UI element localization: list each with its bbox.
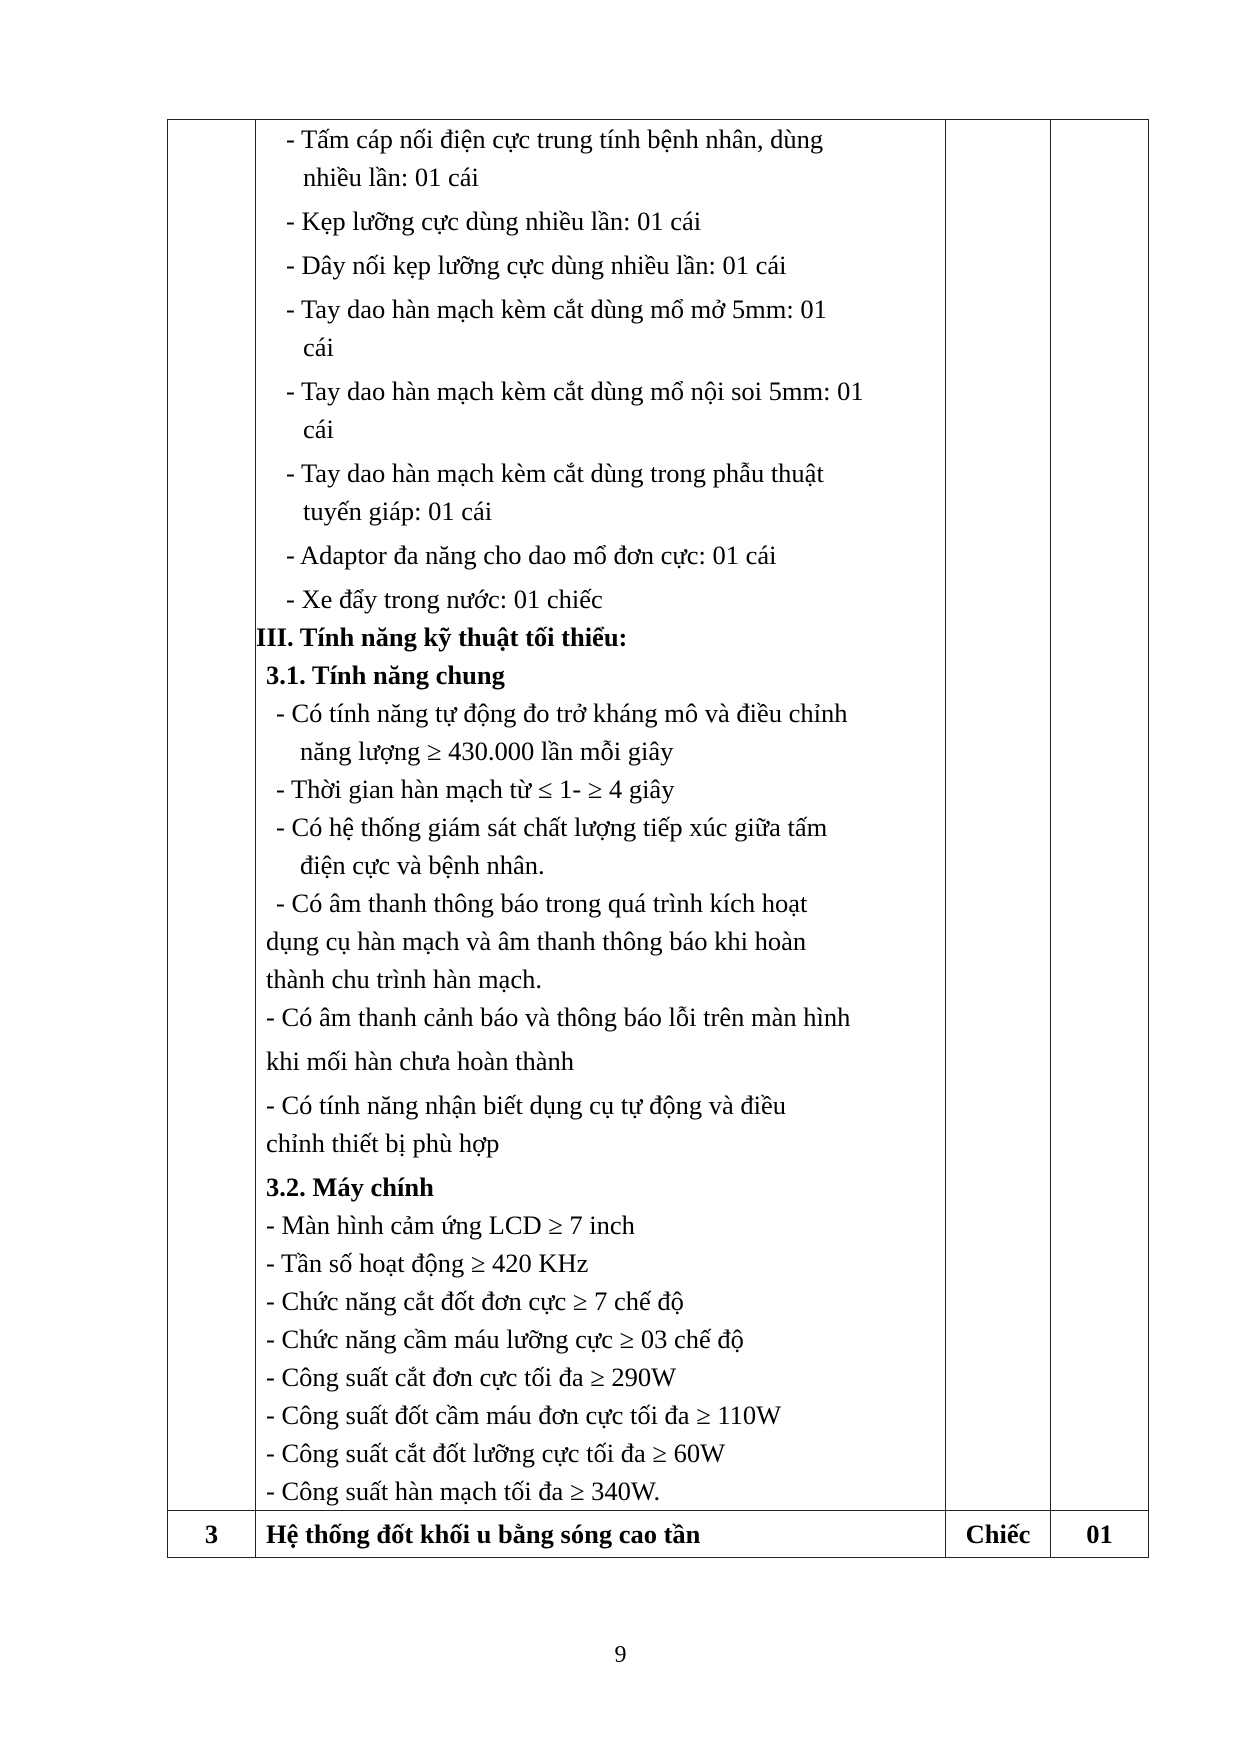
list-item: - Công suất cắt đốt lưỡng cực tối đa ≥ 60W	[266, 1438, 726, 1468]
page-number: 9	[614, 1642, 627, 1668]
main-unit-spec-list	[256, 1206, 945, 1510]
table-row	[168, 1511, 1149, 1558]
list-item: - Có tính năng tự động đo trở kháng mô và điều chỉnh	[276, 698, 848, 728]
subsection-title-general: 3.1. Tính năng chung	[266, 660, 505, 690]
unit-cell	[946, 120, 1051, 1511]
list-item: - Chức năng cắt đốt đơn cực ≥ 7 chế độ	[266, 1286, 684, 1316]
list-item: - Công suất hàn mạch tối đa ≥ 340W.	[266, 1476, 661, 1506]
list-item: - Chức năng cầm máu lưỡng cực ≥ 03 chế độ	[266, 1324, 744, 1354]
list-item: - Dây nối kẹp lưỡng cực dùng nhiều lần: 01 cái	[286, 250, 787, 280]
list-item: nhiều lần: 01 cái	[303, 162, 479, 192]
spec-content-cell	[256, 120, 946, 1511]
table-row	[168, 120, 1149, 1511]
accessory-list	[256, 120, 945, 618]
list-item: - Có âm thanh cảnh báo và thông báo lỗi trên màn hình	[266, 1002, 851, 1032]
list-item: - Công suất cắt đơn cực tối đa ≥ 290W	[266, 1362, 677, 1392]
item-unit: Chiếc	[946, 1511, 1051, 1558]
list-item: dụng cụ hàn mạch và âm thanh thông báo khi hoàn	[266, 926, 807, 956]
list-item: chỉnh thiết bị phù hợp	[266, 1128, 500, 1158]
list-item: - Có âm thanh thông báo trong quá trình kích hoạt	[276, 888, 808, 918]
row-number: 3	[168, 1511, 256, 1558]
list-item: - Tay dao hàn mạch kèm cắt dùng trong phẫu thuật	[286, 458, 824, 488]
quantity-cell	[1051, 120, 1149, 1511]
list-item: - Tay dao hàn mạch kèm cắt dùng mổ nội soi 5mm: 01	[286, 376, 864, 406]
list-item: - Có tính năng nhận biết dụng cụ tự động và điều	[266, 1090, 786, 1120]
list-item: - Màn hình cảm ứng LCD ≥ 7 inch	[266, 1210, 635, 1240]
list-item: tuyến giáp: 01 cái	[303, 496, 493, 526]
list-item: - Có hệ thống giám sát chất lượng tiếp xúc giữa tấm	[276, 812, 828, 842]
item-name: Hệ thống đốt khối u bằng sóng cao tần	[256, 1511, 946, 1558]
list-item: - Tần số hoạt động ≥ 420 KHz	[266, 1248, 589, 1278]
list-item: - Xe đẩy trong nước: 01 chiếc	[286, 584, 603, 614]
list-item: - Tay dao hàn mạch kèm cắt dùng mổ mở 5mm: 01	[286, 294, 827, 324]
list-item: - Tấm cáp nối điện cực trung tính bệnh nhân, dùng	[286, 124, 824, 154]
list-item: - Kẹp lưỡng cực dùng nhiều lần: 01 cái	[286, 206, 702, 236]
list-item: - Công suất đốt cầm máu đơn cực tối đa ≥ 110W	[266, 1400, 782, 1430]
general-features-list	[256, 694, 945, 1162]
list-item: năng lượng ≥ 430.000 lần mỗi giây	[300, 736, 674, 766]
item-quantity: 01	[1051, 1511, 1149, 1558]
list-item: cái	[303, 414, 334, 444]
equipment-spec-table	[167, 119, 1149, 1558]
stt-cell	[168, 120, 256, 1511]
list-item: - Adaptor đa năng cho dao mổ đơn cực: 01 cái	[286, 540, 777, 570]
subsection-title-main-unit: 3.2. Máy chính	[266, 1172, 434, 1202]
list-item: khi mối hàn chưa hoàn thành	[266, 1046, 574, 1076]
section-title: III. Tính năng kỹ thuật tối thiểu:	[256, 622, 628, 652]
list-item: cái	[303, 332, 334, 362]
list-item: điện cực và bệnh nhân.	[300, 850, 545, 880]
list-item: thành chu trình hàn mạch.	[266, 964, 542, 994]
list-item: - Thời gian hàn mạch từ ≤ 1- ≥ 4 giây	[276, 774, 675, 804]
